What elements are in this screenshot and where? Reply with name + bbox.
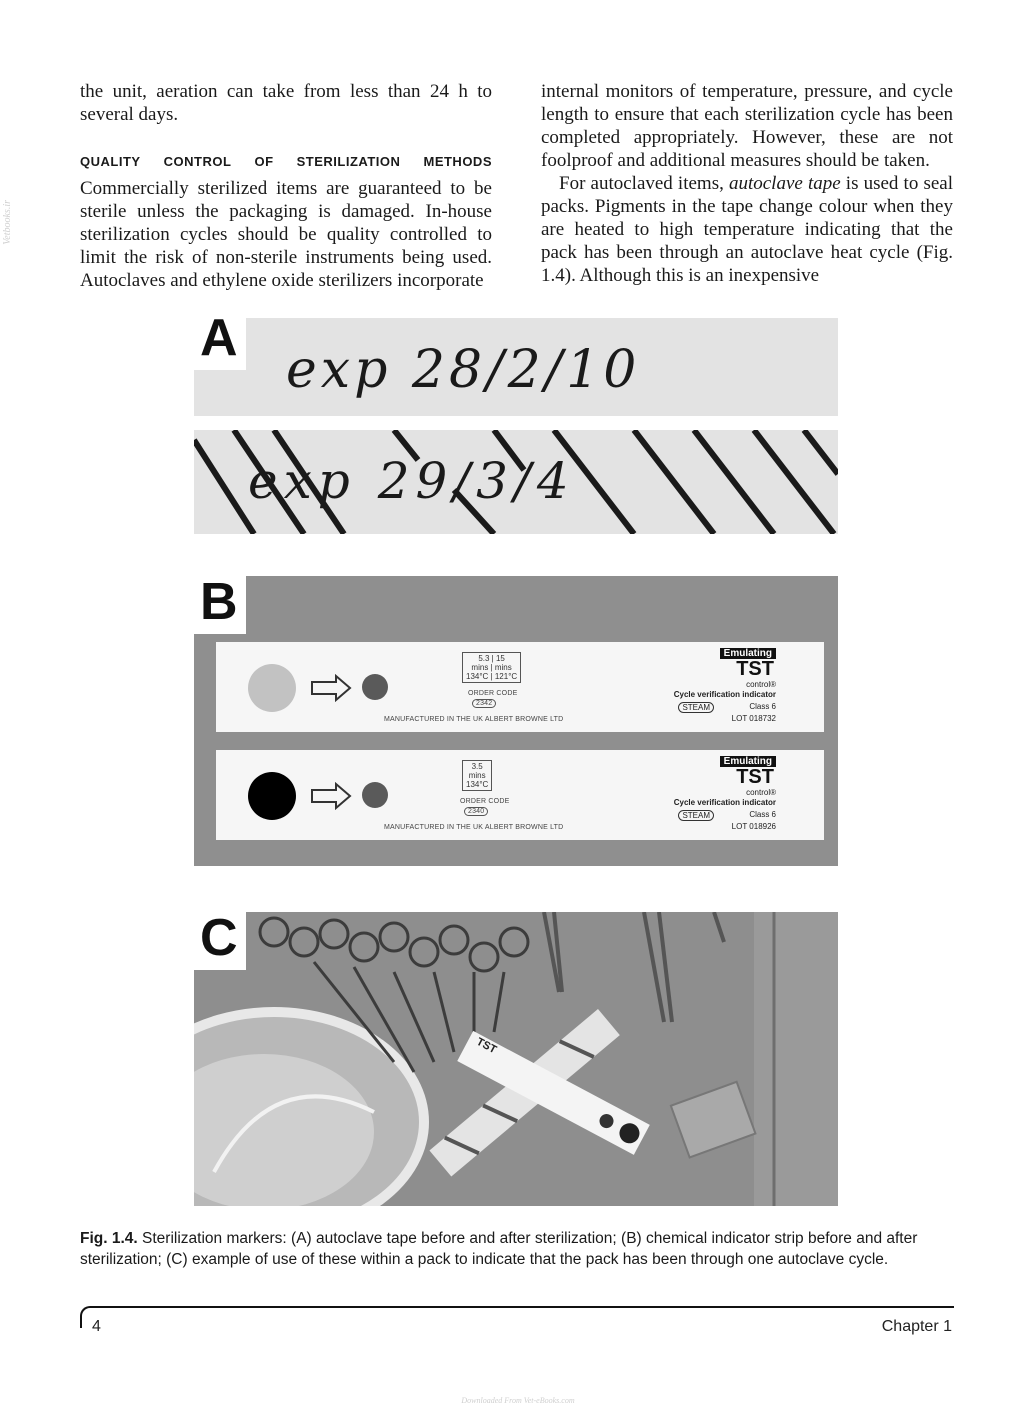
steam-badge: STEAM (678, 810, 714, 821)
steam-badge: STEAM (678, 702, 714, 713)
right-paragraph-2-end: is used to seal packs. Pigments in the tape change colour when they are heated to high temperature indicating that the pack has been through an autoclave heat cycle (Fig. 1.4). Although this is an inexpensive (541, 173, 953, 286)
chapter-label: Chapter 1 (881, 1318, 952, 1335)
indicator-strip-after (216, 750, 824, 840)
reference-dot (362, 674, 388, 700)
heading-word-1: QUALITY (80, 154, 141, 169)
box-mid: mins (468, 771, 486, 780)
time-temp-box (462, 760, 492, 791)
strip-tst-label: TST (474, 1035, 499, 1057)
class-label: Class 6 (749, 810, 776, 819)
right-paragraph-2-start: For autoclaved items, (559, 173, 729, 194)
brand-label: Emulating (720, 756, 776, 767)
panel-a-letter: A (194, 312, 246, 370)
heading-word-2: CONTROL (163, 154, 232, 169)
panel-c-letter: C (194, 912, 246, 970)
indicator-dot-before (248, 664, 296, 712)
footer-rule (80, 1306, 954, 1328)
order-code: 2340 (464, 807, 488, 816)
box-bottom: 134°C | 121°C (466, 672, 518, 681)
left-text-column (80, 80, 492, 292)
tape-handwriting-after: exp 29/3/4 (248, 452, 575, 510)
autoclave-tape-after (194, 430, 838, 534)
figure-panel-a (194, 312, 838, 534)
arrow-right-icon (310, 674, 352, 702)
heading-word-5: METHODS (423, 154, 492, 169)
caption-text: Sterilization markers: (A) autoclave tape before and after sterilization; (B) chemical indicator strip before and after sterilization; (C) example of use of these within a pack to indicate that the pack has been through one autoclave cycle. (80, 1230, 918, 1268)
panel-b-letter: B (194, 576, 246, 634)
page-number: 4 (92, 1318, 101, 1335)
lot-number: LOT 018732 (731, 714, 776, 723)
indicator-dot-after (248, 772, 296, 820)
box-top: 5.3 | 15 (478, 654, 505, 663)
manufacturer-text: MANUFACTURED IN THE UK ALBERT BROWNE LTD (384, 716, 564, 723)
heading-word-4: STERILIZATION (296, 154, 401, 169)
box-bottom: 134°C (466, 780, 489, 789)
figure-panel-b (194, 576, 838, 866)
figure-caption (80, 1228, 960, 1270)
order-code-label: ORDER CODE (468, 690, 518, 697)
caption-label: Fig. 1.4. (80, 1230, 138, 1247)
section-heading (80, 150, 492, 173)
brand-label: Emulating (720, 648, 776, 659)
class-label: Class 6 (749, 702, 776, 711)
left-paragraph-2: Commercially sterilized items are guaranteed to be sterile unless the packaging is damaged. In-house sterilization cycles should be quality controlled to limit the risk of non-sterile instruments being used. Autoclaves and ethylene oxide sterilizers incorporate (80, 178, 492, 291)
reference-dot (362, 782, 388, 808)
left-paragraph-1: the unit, aeration can take from less than 24 h to several days. (80, 81, 492, 125)
time-temp-box (462, 652, 521, 683)
box-top: 3.5 (471, 762, 483, 771)
right-paragraph-2 (541, 172, 953, 287)
download-note: Downloaded From Vet-eBooks.com (461, 1396, 575, 1405)
cycle-indicator-text: Cycle verification indicator (673, 690, 776, 699)
control-mark: control® (746, 788, 776, 797)
tst-logo: TST (736, 658, 774, 680)
right-paragraph-1: internal monitors of temperature, pressure, and cycle length to ensure that each sterilization cycle has been completed appropriately. However, these are not foolproof and additional measures should be taken. (541, 81, 953, 171)
figure-panel-c (194, 912, 838, 1206)
side-watermark: Vetbooks.ir (2, 200, 13, 245)
order-code-label: ORDER CODE (460, 798, 510, 805)
order-code: 2342 (472, 699, 496, 708)
instrument-pack-photo (194, 912, 838, 1206)
autoclave-tape-term: autoclave tape (728, 173, 841, 194)
arrow-right-icon (310, 782, 352, 810)
tape-handwriting-before: exp 28/2/10 (286, 340, 641, 400)
tst-logo: TST (736, 766, 774, 788)
manufacturer-text: MANUFACTURED IN THE UK ALBERT BROWNE LTD (384, 824, 564, 831)
box-mid: mins | mins (471, 663, 512, 672)
lot-number: LOT 018926 (731, 822, 776, 831)
indicator-strip-before (216, 642, 824, 732)
heading-word-3: OF (254, 154, 274, 169)
autoclave-tape-before (194, 318, 838, 416)
control-mark: control® (746, 680, 776, 689)
right-text-column (541, 80, 953, 287)
cycle-indicator-text: Cycle verification indicator (673, 798, 776, 807)
